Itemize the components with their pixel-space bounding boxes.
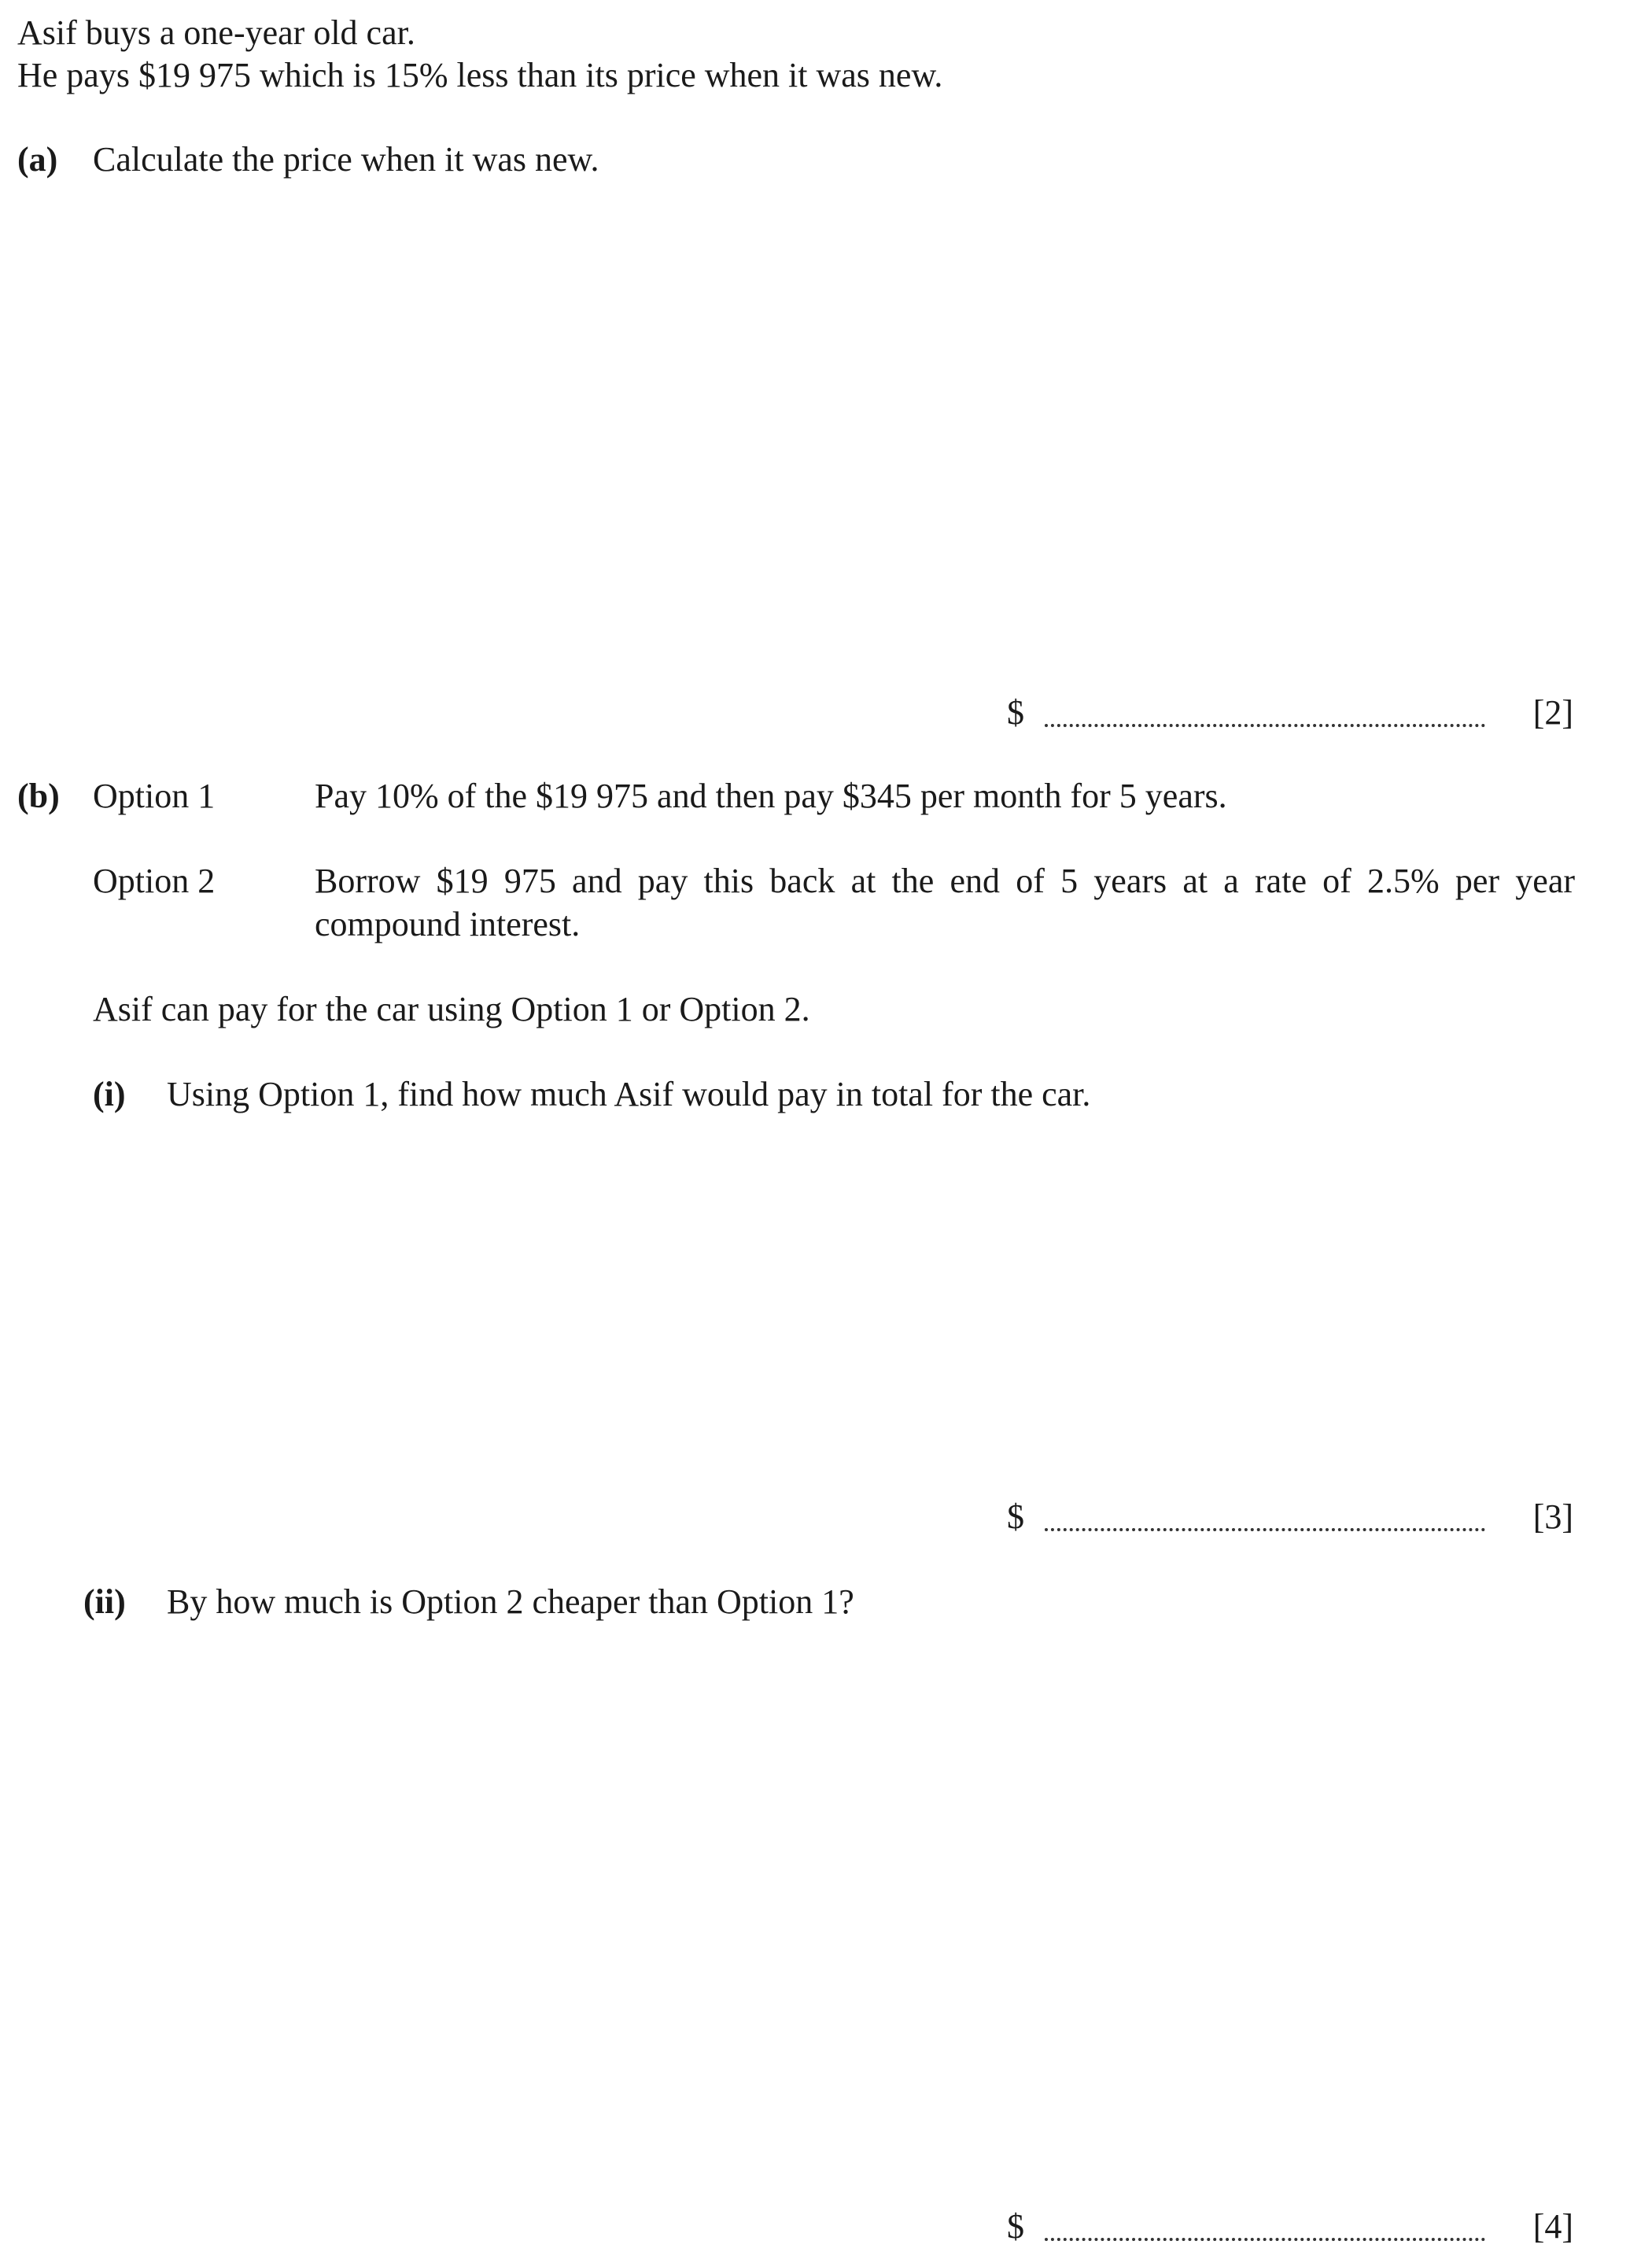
answer-dotted-line[interactable]: [1045, 724, 1485, 727]
currency-symbol: $: [1007, 1497, 1024, 1536]
marks-label: [4]: [1532, 2207, 1573, 2246]
intro-line-1: Asif buys a one-year old car.: [17, 13, 415, 52]
currency-symbol: $: [1007, 2207, 1024, 2246]
option-1-text: Pay 10% of the $19 975 and then pay $345 per month for 5 years.: [315, 777, 1227, 815]
part-b-i-question: Using Option 1, find how much Asif would pay in total for the car.: [167, 1075, 1091, 1113]
part-a-question: Calculate the price when it was new.: [93, 140, 599, 179]
answer-dotted-line[interactable]: [1045, 1528, 1485, 1531]
part-b-ii-question: By how much is Option 2 cheaper than Option 1?: [167, 1582, 854, 1621]
intro-line-2: He pays $19 975 which is 15% less than its price when it was new.: [17, 56, 943, 94]
option-2-text-line-2: compound interest.: [315, 905, 581, 943]
part-b-label: (b): [17, 777, 60, 815]
part-a-label: (a): [17, 140, 58, 179]
currency-symbol: $: [1007, 693, 1024, 732]
option-2-name: Option 2: [93, 862, 216, 900]
part-b-ii-label: (ii): [83, 1582, 126, 1621]
marks-label: [2]: [1532, 693, 1573, 732]
part-b-ii-answer-line: [1007, 2205, 1573, 2252]
option-1-name: Option 1: [93, 777, 216, 815]
option-2-text: [315, 859, 1575, 946]
answer-dotted-line[interactable]: [1045, 2238, 1485, 2241]
marks-label: [3]: [1532, 1497, 1573, 1536]
part-b-i-label: (i): [93, 1075, 126, 1113]
option-2-text-line-1: Borrow $19 975 and pay this back at the end of 5 years at a rate of 2.5% per year: [315, 862, 1575, 900]
part-b-stem: Asif can pay for the car using Option 1 or Option 2.: [93, 990, 810, 1028]
part-a-answer-line: [1007, 691, 1573, 738]
part-b-i-answer-line: [1007, 1495, 1573, 1542]
